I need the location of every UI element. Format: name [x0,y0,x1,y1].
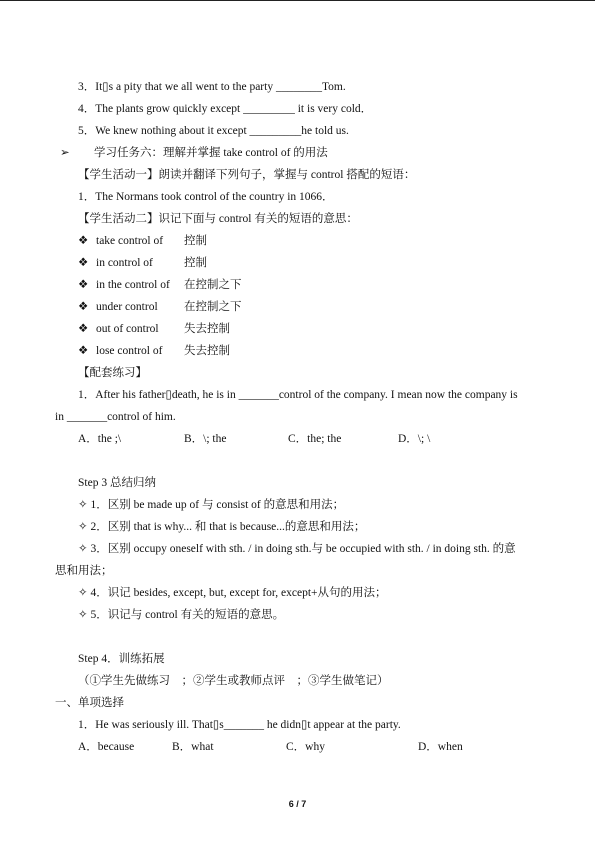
task6-text: 学习任务六：理解并掌握 take control of 的用法 [94,147,328,159]
phrase-en: under control [96,301,158,313]
step3-title: Step 3 总结归纳 [78,477,156,489]
option-d: D．\; \ [398,433,431,445]
phrase-item [78,322,230,336]
top-rule [0,0,595,1]
phrase-item [78,278,242,292]
step3-item: ✧ 2．区别 that is why... 和 that is because...的意思和用法； [78,521,366,533]
phrase-zh: 在控制之下 [184,279,242,291]
phrase-item [78,344,230,358]
diamond-bullet-icon: ❖ [78,345,89,357]
phrase-zh: 失去控制 [184,323,230,335]
diamond-bullet-icon: ❖ [78,323,89,335]
step3-item: ✧ 5．识记与 control 有关的短语的意思。 [78,609,285,621]
single-choice-question: 1．He was seriously ill. That▯s_______ he didn▯t appear at the party. [78,719,401,731]
option-b: B．what [172,741,214,753]
page-number: 6 / 7 [288,799,307,809]
phrase-en: out of control [96,323,159,335]
single-choice-options [78,740,463,754]
diamond-bullet-icon: ❖ [78,301,89,313]
step3-item: ✧ 1．区别 be made up of 与 consist of 的意思和用法； [78,499,345,511]
phrase-en: take control of [96,235,164,247]
phrase-en: in control of [96,257,153,269]
activity2-heading: 【学生活动二】识记下面与 control 有关的短语的意思： [78,213,358,225]
step3-item-continuation: 思和用法； [55,565,113,577]
option-b: B．\; the [184,433,227,445]
phrase-zh: 控制 [184,235,207,247]
activity1-sentence: 1．The Normans took control of the country in 1066． [78,191,334,203]
phrase-zh: 控制 [184,257,207,269]
practice-heading: 【配套练习】 [78,367,147,379]
diamond-bullet-icon: ❖ [78,257,89,269]
phrase-en: in the control of [96,279,170,291]
diamond-bullet-icon: ❖ [78,279,89,291]
option-d: D．when [418,741,463,753]
diamond-bullet-icon: ❖ [78,235,89,247]
exercise-4: 4．The plants grow quickly except _________ it is very cold． [78,103,373,115]
exercise-5: 5．We knew nothing about it except _________he told us. [78,125,349,137]
phrase-zh: 失去控制 [184,345,230,357]
phrase-zh: 在控制之下 [184,301,242,313]
activity1-heading: 【学生活动一】朗读并翻译下列句子，掌握与 control 搭配的短语： [78,169,416,181]
phrase-item [78,256,207,270]
phrase-en: lose control of [96,345,163,357]
option-a: A．because [78,741,135,753]
step4-title: Step 4．训练拓展 [78,653,165,665]
phrase-item [78,300,242,314]
phrase-item [78,234,207,248]
step3-item: ✧ 3．区别 occupy oneself with sth. / in doing sth.与 be occupied with sth. / in doing sth. 的意 [78,543,516,555]
exercise-3: 3．It▯s a pity that we all went to the party ________Tom. [78,81,346,93]
option-c: C．why [286,741,325,753]
step4-note: （①学生先做练习 ；②学生或教师点评 ；③学生做笔记） [78,675,389,687]
arrow-bullet-icon: ➢ [60,147,70,159]
practice-question-line1: 1．After his father▯death, he is in _______control of the company. I mean now the company is [78,389,518,401]
section-title: 一、单项选择 [55,697,124,709]
task6-line [60,146,328,160]
step3-item: ✧ 4．识记 besides, except, but, except for, except+从句的用法； [78,587,387,599]
practice-options [78,432,430,446]
practice-question-line2: in _______control of him. [55,411,176,423]
option-a: A．the ;\ [78,433,122,445]
option-c: C．the; the [288,433,342,445]
